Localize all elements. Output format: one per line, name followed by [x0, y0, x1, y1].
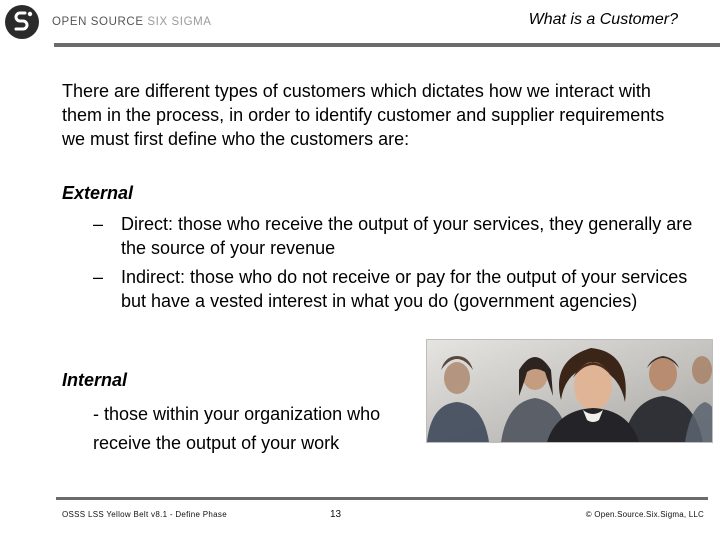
- slide-title: What is a Customer?: [528, 11, 678, 28]
- company-logo-icon: [4, 4, 40, 40]
- bullet-indirect: [93, 265, 693, 313]
- page-number: 13: [330, 509, 342, 520]
- external-heading: External: [62, 183, 134, 203]
- bullet-dash: –: [93, 214, 104, 234]
- internal-heading: Internal: [62, 370, 128, 390]
- bullet-dash: –: [93, 267, 104, 287]
- bullet-direct-text: Direct: those who receive the output of your services, they generally are the source of your revenue: [121, 214, 693, 258]
- brand-primary: OPEN SOURCE: [52, 16, 144, 28]
- footer-copyright: © Open.Source.Six.Sigma, LLC: [585, 510, 704, 519]
- team-photo: [426, 339, 713, 443]
- bullet-indirect-text: Indirect: those who do not receive or pay for the output of your services but have a vested interest in what you do (government agencies): [121, 267, 688, 311]
- internal-description: - those within your organization who receive the output of your work: [93, 404, 381, 453]
- footer-divider: [56, 497, 708, 500]
- brand-name: [52, 16, 212, 28]
- brand-secondary: SIX SIGMA: [147, 16, 212, 28]
- footer-course-label: OSSS LSS Yellow Belt v8.1 - Define Phase: [62, 510, 227, 519]
- intro-paragraph: There are different types of customers which dictates how we interact with them in the process, in order to identify customer and supplier requirements we must first define who the customers are:: [62, 81, 665, 149]
- header-divider: [54, 43, 720, 47]
- bullet-direct: [93, 212, 693, 260]
